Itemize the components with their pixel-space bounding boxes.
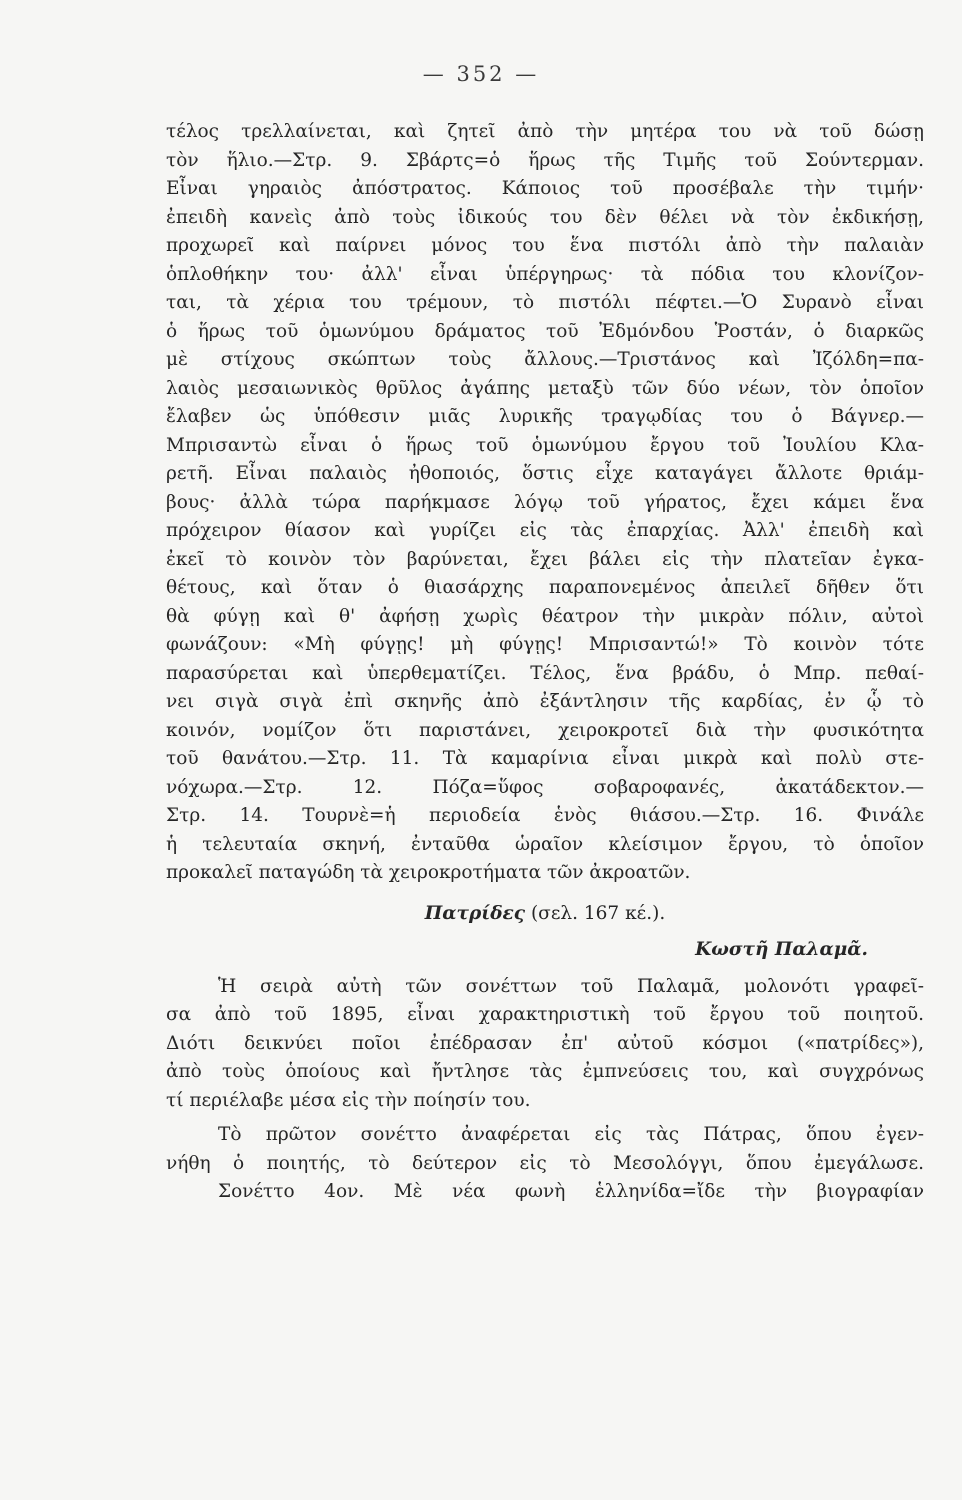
paragraph-line: σα ἀπὸ τοῦ 1895, εἶναι χαρακτηριστικὴ τοῦ ἔργου τοῦ ποιητοῦ. [166, 1004, 924, 1025]
text-line: Στρ. 14. Τουρνὲ=ἡ περιοδεία ἑνὸς θιάσου.—Στρ. 16. Φινάλε [166, 805, 924, 826]
text-line: νόχωρα.—Στρ. 12. Πόζα=ὕφος σοβαροφανές, ἀκατάδεκτον.— [166, 776, 924, 798]
text-line: ἐπειδὴ κανεὶς ἀπὸ τοὺς ἰδικούς του δὲν θέλει νὰ τὸν ἐκδικήσῃ, [166, 206, 924, 228]
page-number: — 352 — [422, 62, 540, 86]
text-line: κοινόν, νομίζον ὅτι παριστάνει, χειροκροτεῖ διὰ τὴν φυσικότητα [166, 719, 924, 741]
text-line: ται, τὰ χέρια του τρέμουν, τὸ πιστόλι πέφτει.—Ὁ Συρανὸ εἶναι [166, 292, 924, 313]
text-line: παρασύρεται καὶ ὑπερθεματίζει. Τέλος, ἕνα βράδυ, ὁ Μπρ. πεθαί- [166, 662, 924, 684]
text-line: θέτους, καὶ ὅταν ὁ θιασάρχης παραπονεμένος ἀπειλεῖ δῆθεν ὅτι [166, 577, 924, 598]
paragraph-line: ἀπὸ τοὺς ὁποίους καὶ ἤντλησε τὰς ἐμπνεύσεις του, καὶ συγχρόνως [166, 1061, 924, 1082]
text-line: μὲ στίχους σκώπτων τοὺς ἄλλους.—Τριστάνος καὶ Ἰζόλδη=πα- [166, 349, 924, 370]
text-line: πρόχειρον θίασον καὶ γυρίζει εἰς τὰς ἐπαρχίας. Ἀλλ' ἐπειδὴ καὶ [166, 520, 924, 541]
section-title-rest: (σελ. 167 κέ.). [530, 902, 666, 924]
section-title [166, 900, 924, 929]
text-line: προκαλεῖ παταγώδη τὰ χειροκροτήματα τῶν ἀκροατῶν. [166, 862, 691, 883]
text-line: ἐκεῖ τὸ κοινὸν τὸν βαρύνεται, ἔχει βάλει εἰς τὴν πλατεῖαν ἐγκα- [166, 548, 924, 570]
text-line: φωνάζουν: «Μὴ φύγῃς! μὴ φύγῃς! Μπρισαντώ!» Τὸ κοινὸν τότε [166, 634, 924, 655]
text-line: τὸν ἥλιο.—Στρ. 9. Σβάρτς=ὁ ἥρως τῆς Τιμῆς τοῦ Σούντερμαν. [166, 149, 924, 171]
text-line: προχωρεῖ καὶ παίρνει μόνος του ἕνα πιστόλι ἀπὸ τὴν παλαιὰν [166, 235, 924, 256]
text-line: λαιὸς μεσαιωνικὸς θρῦλος ἀγάπης μεταξὺ τῶν δύο νέων, τὸν ὁποῖον [166, 377, 924, 399]
paragraph-line: νήθη ὁ ποιητής, τὸ δεύτερον εἰς τὸ Μεσολόγγι, ὅπου ἐμεγάλωσε. [166, 1152, 924, 1174]
paragraph-line: Ἡ σειρὰ αὐτὴ τῶν σονέττων τοῦ Παλαμᾶ, μολονότι γραφεῖ- [218, 975, 924, 997]
text-line: θὰ φύγῃ καὶ θ' ἀφήσῃ χωρὶς θέατρον τὴν μικρὰν πόλιν, αὐτοὶ [166, 605, 924, 627]
text-line: ἔλαβεν ὡς ὑπόθεσιν μιᾶς λυρικῆς τραγῳδίας του ὁ Βάγνερ.— [166, 406, 924, 427]
text-line: ρετῆ. Εἶναι παλαιὸς ἠθοποιός, ὅστις εἶχε καταγάγει ἄλλοτε θριάμ- [166, 463, 924, 484]
text-line: τοῦ θανάτου.—Στρ. 11. Τὰ καμαρίνια εἶναι μικρὰ καὶ πολὺ στε- [166, 748, 924, 769]
text-line: βους· ἀλλὰ τώρα παρήκμασε λόγῳ τοῦ γήρατος, ἔχει κάμει ἕνα [166, 491, 924, 513]
page-text [166, 118, 924, 1207]
paragraph-line: τί περιέλαβε μέσα εἰς τὴν ποίησίν του. [166, 1089, 531, 1111]
text-line: ὁπλοθήκην του· ἀλλ' εἶναι ὑπέργηρως· τὰ πόδια του κλονίζον- [166, 263, 924, 285]
section-title-bold: Πατρίδες [424, 902, 526, 924]
author-heading: Κωστῆ Παλαμᾶ. [695, 939, 868, 960]
text-line: ὁ ἥρως τοῦ ὁμωνύμου δράματος τοῦ Ἐδμόνδου Ῥοστάν, ὁ διαρκῶς [166, 320, 924, 342]
paragraph-line: Διότι δεικνύει ποῖοι ἐπέδρασαν ἐπ' αὐτοῦ κόσμοι («πατρίδες»), [166, 1032, 924, 1054]
paragraph-line: Σονέττο 4ον. Μὲ νέα φωνὴ ἑλληνίδα=ἴδε τὴν βιογραφίαν [218, 1181, 924, 1202]
text-line: ἡ τελευταία σκηνή, ἐνταῦθα ὡραῖον κλείσιμον ἔργου, τὸ ὁποῖον [166, 833, 924, 855]
text-line: Μπρισαντὼ εἶναι ὁ ἥρως τοῦ ὁμωνύμου ἔργου τοῦ Ἰουλίου Κλα- [166, 434, 924, 456]
text-line: Εἶναι γηραιὸς ἀπόστρατος. Κάποιος τοῦ προσέβαλε τὴν τιμήν· [166, 178, 924, 199]
paragraph-line: Τὸ πρῶτον σονέττο ἀναφέρεται εἰς τὰς Πάτρας, ὅπου ἐγεν- [218, 1124, 924, 1145]
text-line: τέλος τρελλαίνεται, καὶ ζητεῖ ἀπὸ τὴν μητέρα του νὰ τοῦ δώσῃ [166, 121, 924, 142]
text-line: νει σιγὰ σιγὰ ἐπὶ σκηνῆς ἀπὸ ἐξάντλησιν τῆς καρδίας, ἐν ᾧ τὸ [166, 691, 924, 712]
